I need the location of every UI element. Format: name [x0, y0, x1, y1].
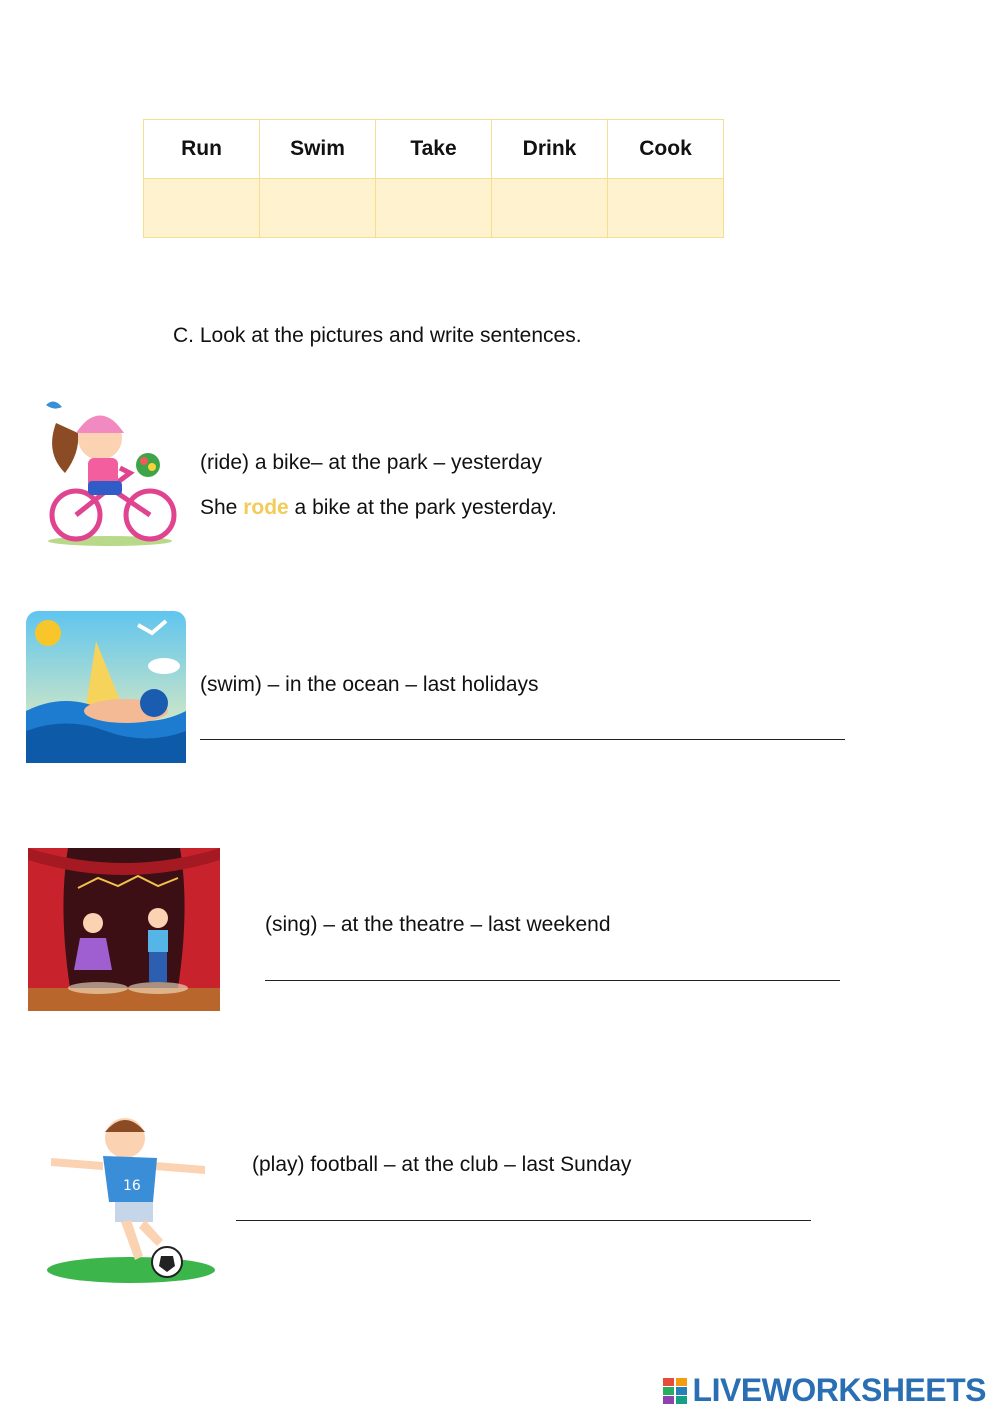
highlighted-verb: rode: [243, 496, 289, 519]
verb-header-take: Take: [376, 120, 492, 179]
verb-answer-swim[interactable]: [260, 179, 376, 238]
verb-header-swim: Swim: [260, 120, 376, 179]
example-answer-start: She: [200, 496, 244, 519]
children-singing-stage-icon: [28, 848, 220, 1011]
verb-table: [143, 119, 724, 238]
liveworksheets-logo: [663, 1372, 986, 1409]
boy-swimming-ocean-icon: [26, 611, 186, 763]
section-heading: C. Look at the pictures and write sentences.: [173, 324, 582, 347]
verb-answer-run[interactable]: [144, 179, 260, 238]
verb-header-drink: Drink: [492, 120, 608, 179]
verb-header-row: [144, 120, 724, 179]
answer-line-sing[interactable]: [265, 980, 840, 981]
example-answer-end: a bike at the park yesterday.: [288, 496, 557, 519]
prompt-play: (play) football – at the club – last Sunday: [252, 1153, 632, 1176]
prompt-sing: (sing) – at the theatre – last weekend: [265, 913, 611, 936]
verb-answer-drink[interactable]: [492, 179, 608, 238]
verb-answer-cook[interactable]: [608, 179, 724, 238]
answer-line-swim[interactable]: [200, 739, 845, 740]
example-answer: [200, 496, 557, 520]
verb-header-cook: Cook: [608, 120, 724, 179]
prompt-swim: (swim) – in the ocean – last holidays: [200, 673, 539, 696]
verb-answer-take[interactable]: [376, 179, 492, 238]
prompt-ride: (ride) a bike– at the park – yesterday: [200, 451, 543, 474]
verb-header-run: Run: [144, 120, 260, 179]
girl-riding-bike-icon: [40, 393, 180, 548]
logo-text: LIVEWORKSHEETS: [692, 1372, 986, 1408]
boy-playing-football-icon: [45, 1110, 217, 1286]
logo-blocks-icon: [663, 1378, 687, 1404]
verb-answer-row: [144, 179, 724, 238]
answer-line-play[interactable]: [236, 1220, 811, 1221]
svg-text:16: 16: [123, 1178, 141, 1194]
